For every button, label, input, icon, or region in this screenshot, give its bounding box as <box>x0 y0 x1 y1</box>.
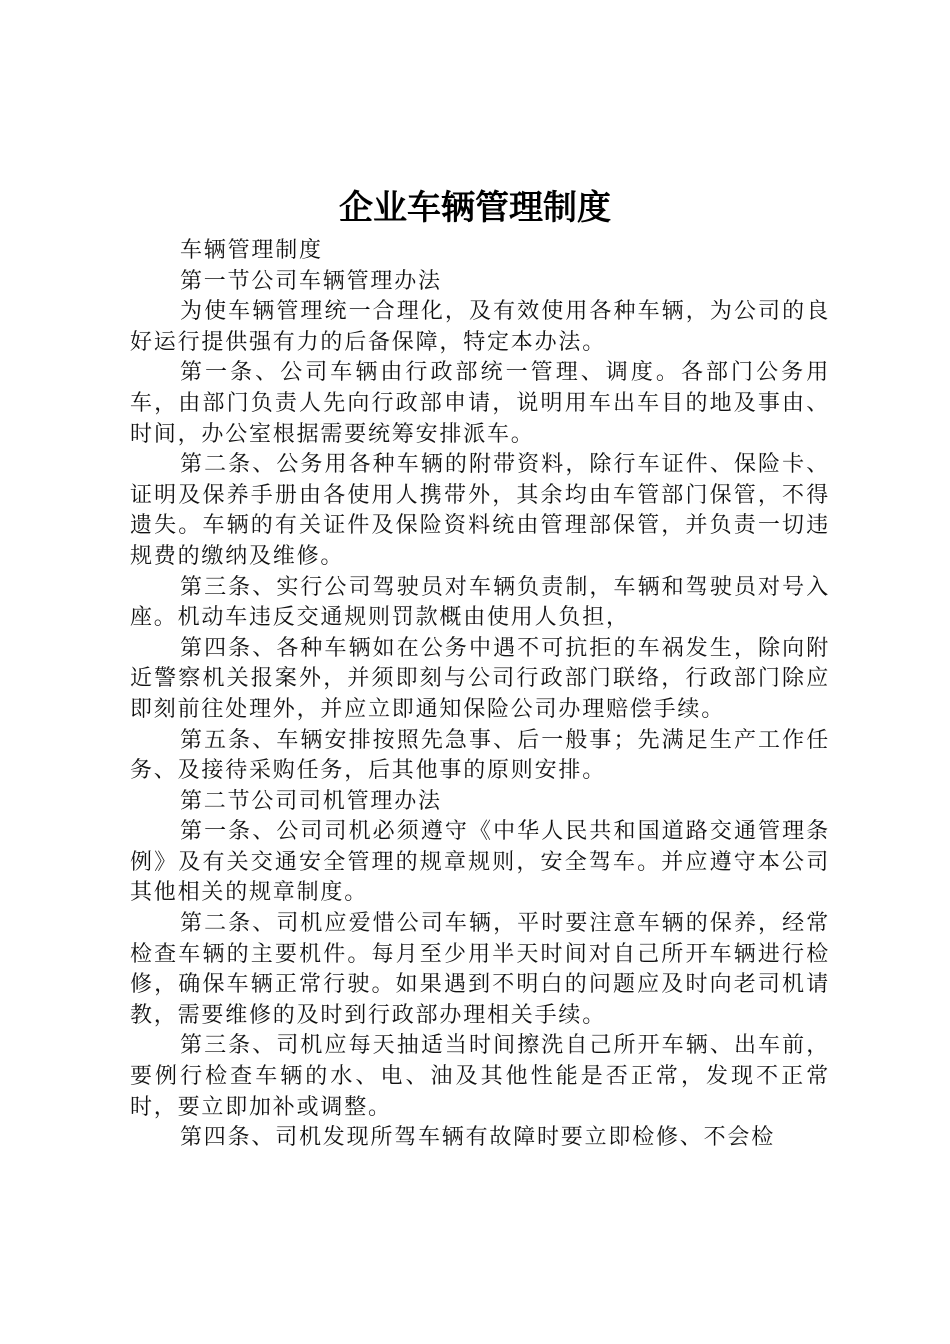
paragraph-article-5: 第五条、车辆安排按照先急事、后一般事；先满足生产工作任务、及接待采购任务，后其他事的原则安排。 <box>130 727 830 784</box>
paragraph-article-2: 第二条、公务用各种车辆的附带资料，除行车证件、保险卡、证明及保养手册由各使用人携带外，其余均由车管部门保管，不得遗失。车辆的有关证件及保险资料统由管理部保管，并负责一切违规费的缴纳及维修。 <box>130 452 830 569</box>
paragraph-driver-article-1: 第一条、公司司机必须遵守《中华人民共和国道路交通管理条例》及有关交通安全管理的规章规则，安全驾车。并应遵守本公司其他相关的规章制度。 <box>130 819 830 906</box>
section-heading-2: 第二节公司司机管理办法 <box>180 788 442 814</box>
paragraph-driver-article-3: 第三条、司机应每天抽适当时间擦洗自己所开车辆、出车前，要例行检查车辆的水、电、油及其他性能是否正常，发现不正常时，要立即加补或调整。 <box>130 1033 830 1120</box>
document-title: 企业车辆管理制度 <box>339 188 611 228</box>
paragraph-driver-article-4: 第四条、司机发现所驾车辆有故障时要立即检修、不会检 <box>180 1125 776 1151</box>
paragraph-article-4: 第四条、各种车辆如在公务中遇不可抗拒的车祸发生，除向附近警察机关报案外，并须即刻与公司行政部门联络，行政部门除应即刻前往处理外，并应立即通知保险公司办理赔偿手续。 <box>130 635 830 722</box>
paragraph-driver-article-2: 第二条、司机应爱惜公司车辆，平时要注意车辆的保养，经常检查车辆的主要机件。每月至少用半天时间对自己所开车辆进行检修，确保车辆正常行驶。如果遇到不明白的问题应及时向老司机请教，需要维修的及时到行政部办理相关手续。 <box>130 911 830 1028</box>
paragraph-article-3: 第三条、实行公司驾驶员对车辆负责制，车辆和驾驶员对号入座。机动车违反交通规则罚款概由使用人负担， <box>130 574 830 631</box>
document-body <box>130 236 830 1154</box>
paragraph-article-1: 第一条、公司车辆由行政部统一管理、调度。各部门公务用车，由部门负责人先向行政部申请，说明用车出车目的地及事由、时间，办公室根据需要统筹安排派车。 <box>130 360 830 447</box>
section-heading-1: 第一节公司车辆管理办法 <box>180 268 442 294</box>
paragraph-intro: 为使车辆管理统一合理化，及有效使用各种车辆，为公司的良好运行提供强有力的后备保障，特定本办法。 <box>130 299 830 355</box>
paragraph-heading: 车辆管理制度 <box>180 238 323 263</box>
